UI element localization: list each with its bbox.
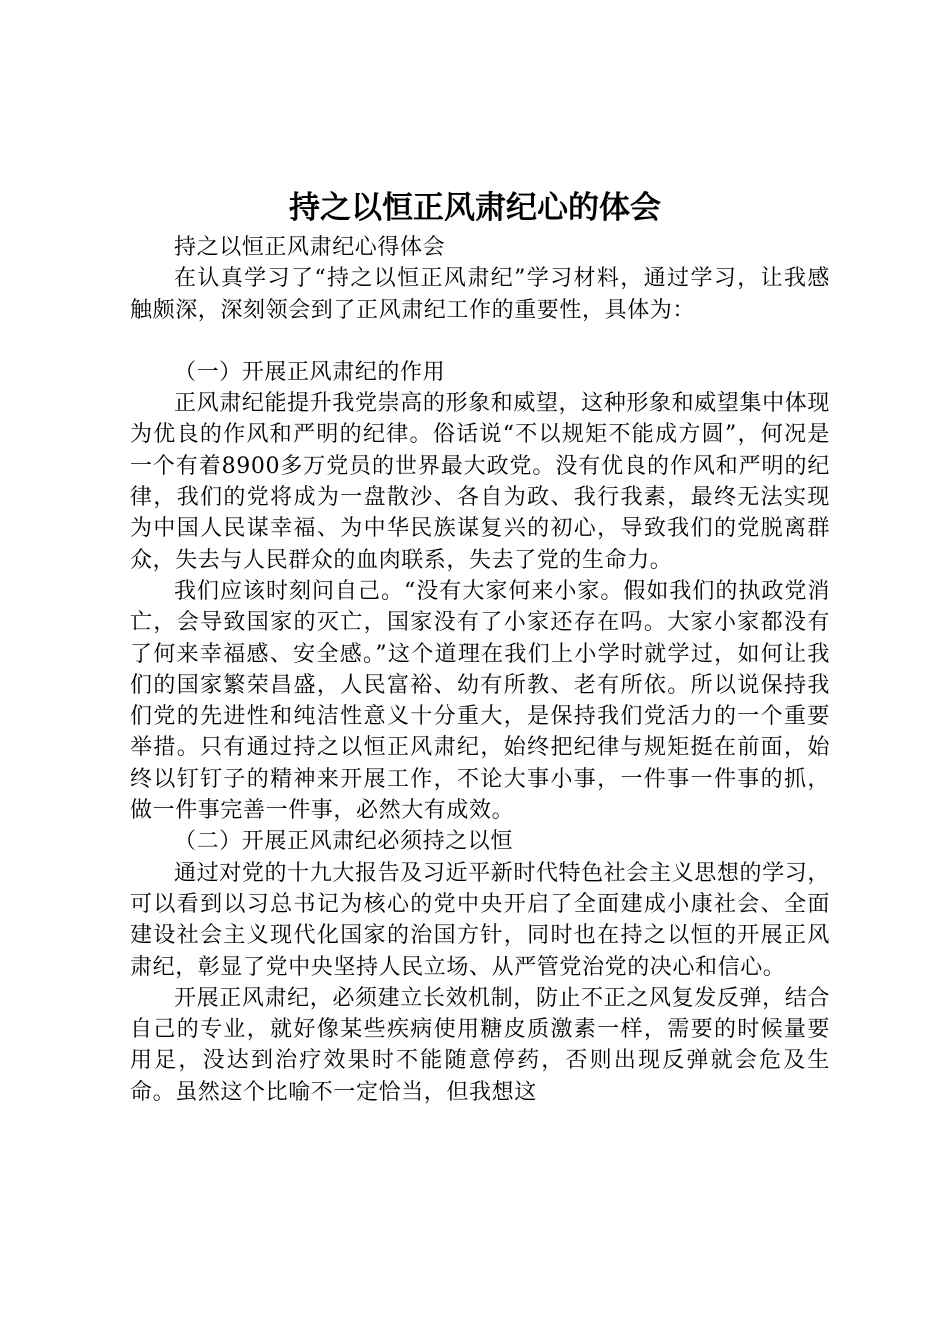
body-paragraph: 开展正风肃纪，必须建立长效机制，防止不正之风复发反弹，结合自己的专业，就好像某些疾病使用糖皮质激素一样，需要的时候量要用足，没达到治疗效果时不能随意停药，否则出现反弹就会危及生命。虽然这个比喻不一定恰当，但我想这 xyxy=(130,985,830,1105)
intro-paragraph: 在认真学习了“持之以恒正风肃纪”学习材料，通过学习，让我感触颇深，深刻领会到了正风肃纪工作的重要性，具体为： xyxy=(130,266,830,323)
section-heading-2: （二）开展正风肃纪必须持之以恒 xyxy=(174,829,514,855)
subtitle-paragraph: 持之以恒正风肃纪心得体会 xyxy=(174,235,446,260)
document-title: 持之以恒正风肃纪心的体会 xyxy=(289,190,661,226)
body-paragraph: 正风肃纪能提升我党崇高的形象和威望，这种形象和威望集中体现为优良的作风和严明的纪律。俗话说“不以规矩不能成方圆”，何况是一个有着8900多万党员的世界最大政党。没有优良的作风和严明的纪律，我们的党将成为一盘散沙、各自为政、我行我素，最终无法实现为中国人民谋幸福、为中华民族谋复兴的初心，导致我们的党脱离群众，失去与人民群众的血肉联系，失去了党的生命力。 xyxy=(130,391,830,573)
body-paragraph: 通过对党的十九大报告及习近平新时代特色社会主义思想的学习，可以看到以习总书记为核心的党中央开启了全面建成小康社会、全面建设社会主义现代化国家的治国方针，同时也在持之以恒的开展正风肃纪，彰显了党中央坚持人民立场、从严管党治党的决心和信心。 xyxy=(130,860,830,980)
section-heading-1: （一）开展正风肃纪的作用 xyxy=(174,359,446,385)
body-paragraph: 我们应该时刻问自己。“没有大家何来小家。假如我们的执政党消亡，会导致国家的灭亡，国家没有了小家还存在吗。大家小家都没有了何来幸福感、安全感。”这个道理在我们上小学时就学过，如何让我们的国家繁荣昌盛，人民富裕、幼有所教、老有所依。所以说保持我们党的先进性和纯洁性意义十分重大，是保持我们党活力的一个重要举措。只有通过持之以恒正风肃纪，始终把纪律与规矩挺在前面，始终以钉钉子的精神来开展工作，不论大事小事，一件事一件事的抓，做一件事完善一件事，必然大有成效。 xyxy=(130,578,830,824)
document-body xyxy=(130,232,830,1108)
